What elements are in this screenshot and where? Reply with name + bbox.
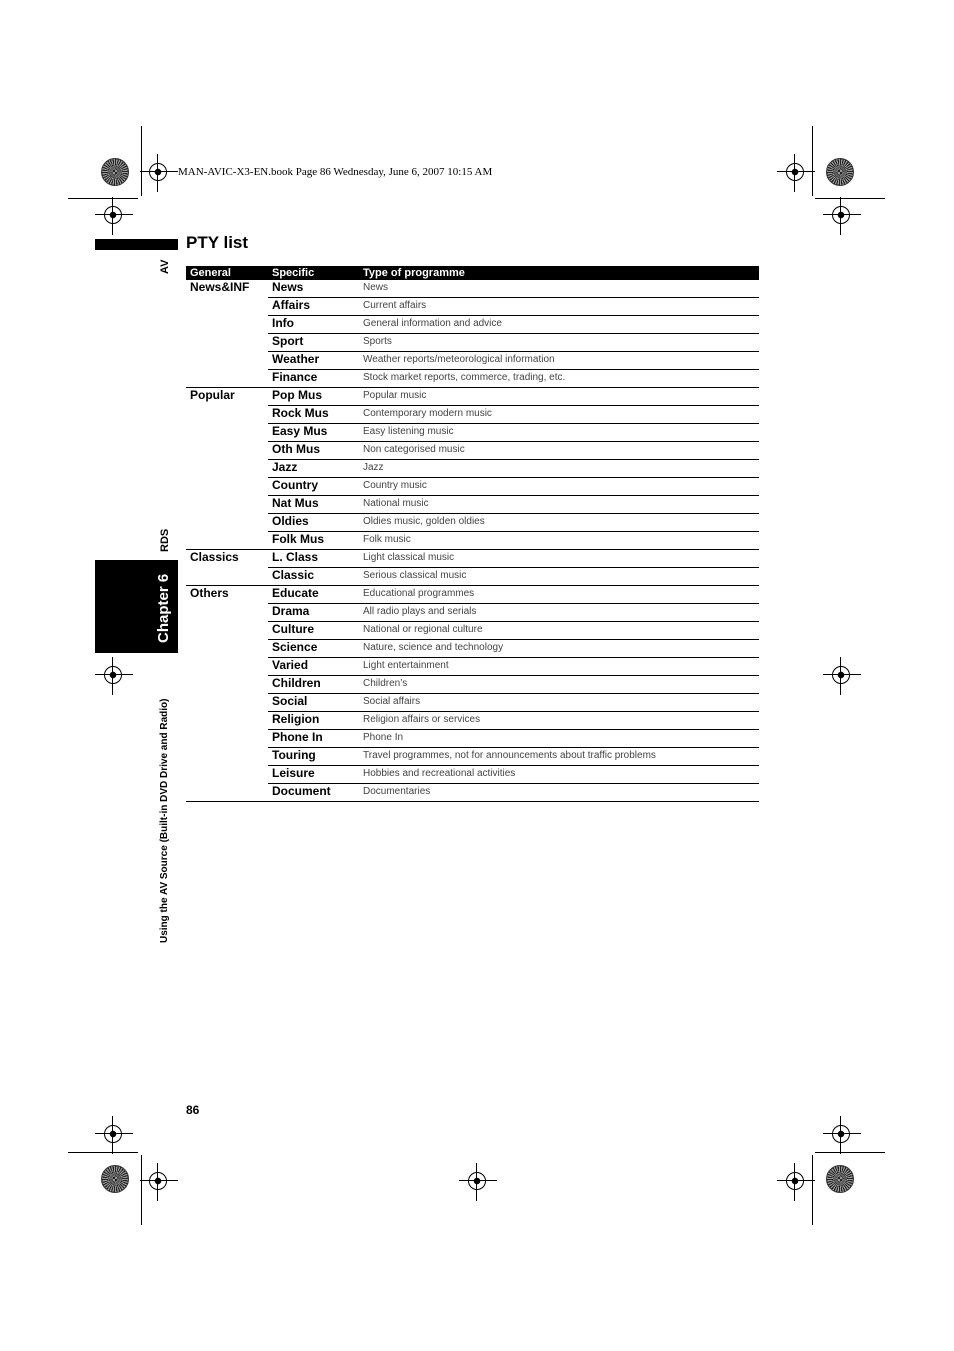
cell-general: Others: [190, 586, 229, 600]
table-row: [186, 658, 759, 676]
cell-specific: Folk Mus: [268, 532, 359, 550]
cell-type: National or regional culture: [359, 622, 759, 640]
cell-type: Light classical music: [359, 550, 759, 568]
cell-type: Light entertainment: [359, 658, 759, 676]
cell-type: Stock market reports, commerce, trading, etc.: [359, 370, 759, 388]
header-type: Type of programme: [359, 266, 759, 280]
cell-general: [186, 622, 268, 640]
cell-specific: Document: [268, 784, 359, 802]
cell-specific: Classic: [268, 568, 359, 586]
cell-specific: Culture: [268, 622, 359, 640]
cell-type: Religion affairs or services: [359, 712, 759, 730]
cell-specific: Nat Mus: [268, 496, 359, 514]
chapter-title: Using the AV Source (Built-in DVD Drive and Radio): [159, 698, 170, 943]
cell-type: National music: [359, 496, 759, 514]
crosshair-icon: [786, 1172, 804, 1190]
cell-general: [186, 712, 268, 730]
cell-specific: L. Class: [268, 550, 359, 568]
cell-specific: Affairs: [268, 298, 359, 316]
crop-mark: [815, 1152, 885, 1153]
crosshair-icon: [149, 1172, 167, 1190]
cell-specific: Phone In: [268, 730, 359, 748]
cell-type: Travel programmes, not for announcements about traffic problems: [359, 748, 759, 766]
cell-general: [186, 496, 268, 514]
cell-specific: News: [268, 280, 359, 298]
cell-general: [186, 316, 268, 334]
cell-general: [186, 784, 268, 802]
cell-specific: Leisure: [268, 766, 359, 784]
table-row: [186, 388, 759, 406]
header-specific: Specific: [268, 266, 359, 280]
crosshair-icon: [832, 666, 850, 684]
cell-general: [186, 478, 268, 496]
cell-type: Documentaries: [359, 784, 759, 802]
pty-table: [186, 266, 759, 802]
table-row: [186, 766, 759, 784]
table-row: [186, 280, 759, 298]
table-row: [186, 316, 759, 334]
crop-mark: [68, 1152, 138, 1153]
cell-specific: Sport: [268, 334, 359, 352]
table-row: [186, 496, 759, 514]
table-row: [186, 586, 759, 604]
cell-general: [186, 424, 268, 442]
cell-specific: Oth Mus: [268, 442, 359, 460]
cell-type: Social affairs: [359, 694, 759, 712]
registration-star-icon: [101, 158, 129, 186]
cell-general: [186, 676, 268, 694]
cell-specific: Info: [268, 316, 359, 334]
cell-general: [186, 604, 268, 622]
crop-mark: [68, 198, 138, 199]
cell-general: [186, 442, 268, 460]
cell-type: News: [359, 280, 759, 298]
cell-specific: Science: [268, 640, 359, 658]
cell-specific: Finance: [268, 370, 359, 388]
cell-specific: Jazz: [268, 460, 359, 478]
table-row: [186, 676, 759, 694]
cell-type: Country music: [359, 478, 759, 496]
cell-general: [186, 532, 268, 550]
cell-specific: Social: [268, 694, 359, 712]
table-row: [186, 694, 759, 712]
cell-type: Phone In: [359, 730, 759, 748]
cell-specific: Weather: [268, 352, 359, 370]
registration-star-icon: [826, 1165, 854, 1193]
cell-type: Serious classical music: [359, 568, 759, 586]
section-label-av: AV: [159, 259, 171, 274]
cell-type: Weather reports/meteorological information: [359, 352, 759, 370]
table-row: [186, 460, 759, 478]
registration-star-icon: [101, 1165, 129, 1193]
table-row: [186, 604, 759, 622]
table-row: [186, 406, 759, 424]
cell-type: Folk music: [359, 532, 759, 550]
crop-mark: [812, 1155, 813, 1225]
table-row: [186, 712, 759, 730]
table-header-row: [186, 266, 759, 280]
registration-star-icon: [826, 158, 854, 186]
file-info: MAN-AVIC-X3-EN.book Page 86 Wednesday, June 6, 2007 10:15 AM: [178, 166, 493, 178]
table-row: [186, 622, 759, 640]
crosshair-icon: [468, 1172, 486, 1190]
cell-general: [186, 694, 268, 712]
cell-general: [186, 748, 268, 766]
cell-type: Educational programmes: [359, 586, 759, 604]
header-general: General: [186, 266, 268, 280]
crop-mark: [141, 126, 142, 196]
cell-type: Current affairs: [359, 298, 759, 316]
cell-specific: Pop Mus: [268, 388, 359, 406]
cell-specific: Country: [268, 478, 359, 496]
crosshair-icon: [832, 206, 850, 224]
page-title: PTY list: [186, 233, 249, 252]
table-body: [186, 280, 759, 802]
crosshair-icon: [104, 666, 122, 684]
crosshair-icon: [786, 163, 804, 181]
crop-mark: [812, 126, 813, 196]
table-row: [186, 568, 759, 586]
cell-type: All radio plays and serials: [359, 604, 759, 622]
crosshair-icon: [104, 1125, 122, 1143]
cell-type: Jazz: [359, 460, 759, 478]
crosshair-icon: [104, 206, 122, 224]
table-row: [186, 640, 759, 658]
table-row: [186, 424, 759, 442]
cell-general: [186, 730, 268, 748]
cell-general: [186, 640, 268, 658]
cell-type: Nature, science and technology: [359, 640, 759, 658]
cell-general: News&INF: [190, 280, 250, 294]
cell-type: Hobbies and recreational activities: [359, 766, 759, 784]
cell-general: [186, 766, 268, 784]
cell-type: Non categorised music: [359, 442, 759, 460]
crosshair-icon: [149, 163, 167, 181]
cell-general: [186, 460, 268, 478]
cell-general: [186, 334, 268, 352]
cell-general: [186, 568, 268, 586]
cell-type: Popular music: [359, 388, 759, 406]
crop-mark: [141, 1155, 142, 1225]
cell-specific: Drama: [268, 604, 359, 622]
section-label-rds: RDS: [159, 528, 171, 552]
chapter-label: Chapter 6: [155, 573, 172, 643]
table-row: [186, 352, 759, 370]
cell-specific: Easy Mus: [268, 424, 359, 442]
cell-general: [186, 352, 268, 370]
cell-specific: Educate: [268, 586, 359, 604]
table-row: [186, 298, 759, 316]
cell-specific: Varied: [268, 658, 359, 676]
cell-general: [186, 406, 268, 424]
cell-general: [186, 514, 268, 532]
table-row: [186, 478, 759, 496]
cell-general: Classics: [190, 550, 239, 564]
cell-type: Oldies music, golden oldies: [359, 514, 759, 532]
cell-type: General information and advice: [359, 316, 759, 334]
table-row: [186, 550, 759, 568]
crosshair-icon: [832, 1125, 850, 1143]
title-bar: [95, 239, 178, 250]
cell-specific: Oldies: [268, 514, 359, 532]
table-row: [186, 514, 759, 532]
table-row: [186, 334, 759, 352]
table-row: [186, 370, 759, 388]
crop-mark: [815, 198, 885, 199]
cell-specific: Religion: [268, 712, 359, 730]
cell-specific: Rock Mus: [268, 406, 359, 424]
table-row: [186, 442, 759, 460]
cell-general: [186, 298, 268, 316]
cell-general: [186, 370, 268, 388]
cell-type: Children’s: [359, 676, 759, 694]
cell-specific: Children: [268, 676, 359, 694]
table-row: [186, 532, 759, 550]
page-number: 86: [186, 1103, 200, 1117]
cell-type: Easy listening music: [359, 424, 759, 442]
cell-type: Sports: [359, 334, 759, 352]
cell-specific: Touring: [268, 748, 359, 766]
cell-type: Contemporary modern music: [359, 406, 759, 424]
table-row: [186, 730, 759, 748]
cell-general: Popular: [190, 388, 235, 402]
table-row: [186, 748, 759, 766]
table-row: [186, 784, 759, 802]
cell-general: [186, 658, 268, 676]
